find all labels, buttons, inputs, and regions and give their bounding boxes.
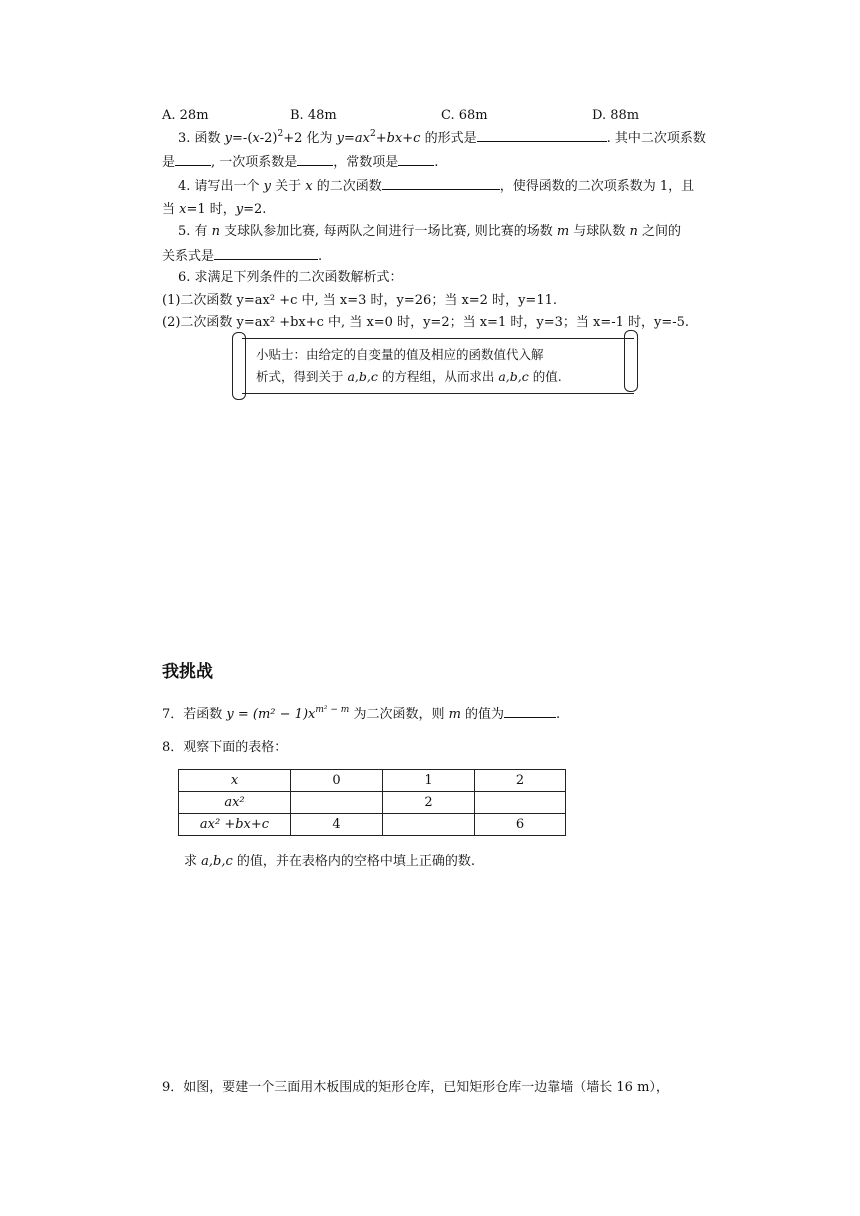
question-3-line-2: 是 , 一次项系数是 ，常数项是 . bbox=[162, 152, 438, 173]
question-6-part-1: (1)二次函数 y=ax² +c 中, 当 x=3 时，y=26；当 x=2 时，y=11. bbox=[162, 293, 557, 308]
option-c: C. 68m bbox=[441, 108, 488, 123]
question-5-line-2: 关系式是 . bbox=[162, 246, 322, 267]
q7-answer-blank[interactable] bbox=[504, 704, 556, 718]
table-row bbox=[179, 814, 566, 836]
question-3-line-1: 3. 函数 $y=-(x-2)^2+2$ 化为 $y=ax^2+bx+c$ 的形式是 . 其中二次项系数 bbox=[178, 129, 706, 146]
table-cell: 2 bbox=[475, 770, 566, 792]
table-cell: x bbox=[179, 770, 291, 792]
q7-exponent: m² − m bbox=[315, 705, 350, 715]
q7-formula: y = (m² − 1)x bbox=[226, 707, 316, 722]
question-7: 7．若函数 $y = (m^2 - 1)x^{m^2 - m}$ 为二次函数，则 m 的值为 . bbox=[162, 705, 561, 722]
question-9: 9．如图，要建一个三面用木板围成的矩形仓库，已知矩形仓库一边靠墙（墙长 16 m）， bbox=[162, 1080, 669, 1095]
tip-line-2: 析式，得到关于 a,b,c 的方程组，从而求出 a,b,c 的值. bbox=[256, 369, 562, 384]
q5-answer-blank[interactable] bbox=[214, 246, 318, 260]
q4-answer-blank[interactable] bbox=[382, 176, 500, 190]
option-d: D. 88m bbox=[592, 108, 640, 123]
table-row bbox=[179, 792, 566, 814]
option-b: B. 48m bbox=[290, 108, 337, 123]
table-cell-blank[interactable] bbox=[291, 792, 383, 814]
table-cell-blank[interactable] bbox=[383, 814, 475, 836]
table-cell: 4 bbox=[291, 814, 383, 836]
table-cell: 6 bbox=[475, 814, 566, 836]
table-cell: 1 bbox=[383, 770, 475, 792]
tip-line-1: 小贴士：由给定的自变量的值及相应的函数值代入解 bbox=[256, 347, 544, 362]
q3-answer-blank[interactable] bbox=[477, 128, 607, 142]
table-cell: ax² +bx+c bbox=[179, 814, 291, 836]
question-6-title: 6. 求满足下列条件的二次函数解析式： bbox=[178, 270, 403, 285]
q3-linear-coef-blank[interactable] bbox=[297, 152, 333, 166]
question-8-title: 8．观察下面的表格： bbox=[162, 740, 288, 755]
table-cell: 2 bbox=[383, 792, 475, 814]
question-4-line-2: 当 x=1 时，y=2. bbox=[162, 202, 267, 217]
table-cell-blank[interactable] bbox=[475, 792, 566, 814]
tip-scroll-box bbox=[232, 332, 638, 400]
section-heading: 我挑战 bbox=[162, 662, 213, 682]
question-4-line-1: 4. 请写出一个 y 关于 x 的二次函数 ，使得函数的二次项系数为 1，且 bbox=[178, 176, 694, 197]
q3-quad-coef-blank[interactable] bbox=[175, 152, 211, 166]
table-cell: ax² bbox=[179, 792, 291, 814]
question-6-part-2: (2)二次函数 y=ax² +bx+c 中, 当 x=0 时，y=2；当 x=1 时，y=3；当 x=-1 时，y=-5. bbox=[162, 315, 690, 330]
q3-constant-blank[interactable] bbox=[398, 152, 434, 166]
table-row bbox=[179, 770, 566, 792]
table-cell: 0 bbox=[291, 770, 383, 792]
values-table bbox=[178, 769, 566, 836]
question-8-instruction: 求 a,b,c 的值，并在表格内的空格中填上正确的数. bbox=[184, 854, 476, 869]
option-a: A. 28m bbox=[162, 108, 209, 123]
tip-text bbox=[242, 338, 634, 394]
question-5-line-1: 5. 有 n 支球队参加比赛, 每两队之间进行一场比赛, 则比赛的场数 m 与球队数 n 之间的 bbox=[178, 224, 681, 239]
